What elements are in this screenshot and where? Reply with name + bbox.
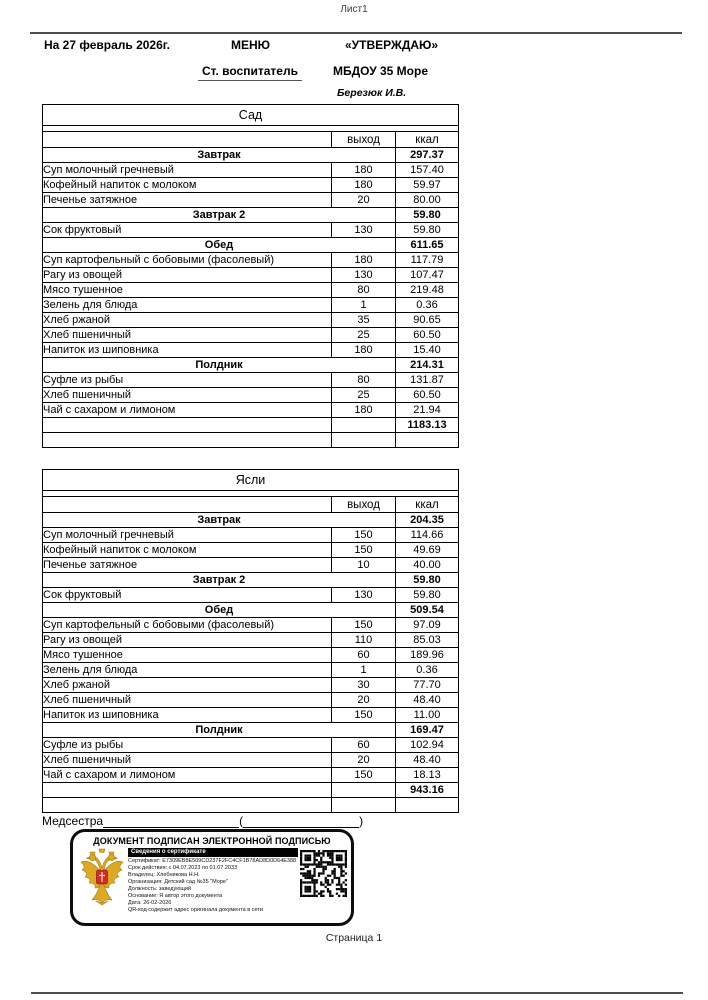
section-row: Завтрак 2 59.80 (43, 208, 459, 223)
section-row: Завтрак 204.35 (43, 513, 459, 528)
menu-item-row: Чай с сахаром и лимоном 150 18.13 (43, 768, 459, 783)
menu-item-row: Напиток из шиповника 180 15.40 (43, 343, 459, 358)
table-title: Ясли (43, 470, 459, 491)
table-header-row (43, 132, 459, 148)
cert-line: Основание: Я автор этого документа (128, 893, 223, 899)
section-row: Полдник 214.31 (43, 358, 459, 373)
menu-item-row: Рагу из овощей 130 107.47 (43, 268, 459, 283)
menu-table-yasli-container (42, 469, 459, 813)
stamp-title: ДОКУМЕНТ ПОДПИСАН ЭЛЕКТРОННОЙ ПОДПИСЬЮ (93, 836, 331, 846)
section-row: Завтрак 297.37 (43, 148, 459, 163)
menu-item-row: Зелень для блюда 1 0.36 (43, 663, 459, 678)
menu-item-row: Хлеб пшеничный 25 60.50 (43, 388, 459, 403)
col-header-out: выход (332, 132, 396, 148)
qr-code-icon (300, 850, 347, 898)
table-title-row (43, 470, 459, 491)
menu-item-row: Мясо тушенное 60 189.96 (43, 648, 459, 663)
approve-label: «УТВЕРЖДАЮ» (345, 38, 439, 52)
digital-signature-stamp (70, 829, 354, 926)
signer-name: Березюк И.В. (337, 87, 407, 99)
menu-item-row: Хлеб пшеничный 20 48.40 (43, 693, 459, 708)
cert-line: Должность: заведующий (128, 886, 192, 892)
section-row: Обед 509.54 (43, 603, 459, 618)
cert-line: QR-код содержит адрес оригинала документа в сети (128, 907, 263, 913)
menu-item-row: Напиток из шиповника 150 11.00 (43, 708, 459, 723)
signature-blank-line (103, 813, 239, 828)
certificate-header: Сведения о сертификате (128, 848, 298, 857)
menu-item-row: Суп молочный гречневый 150 114.66 (43, 528, 459, 543)
empty-row (43, 798, 459, 813)
cert-line: Организация: Детский сад №35 "Море" (128, 879, 228, 885)
menu-item-row: Суп молочный гречневый 180 157.40 (43, 163, 459, 178)
menu-item-row: Рагу из овощей 110 85.03 (43, 633, 459, 648)
cert-line: Владелец: Хлебникова Н.Н. (128, 872, 200, 878)
bottom-rule (31, 992, 683, 994)
section-row: Полдник 169.47 (43, 723, 459, 738)
org-name: МБДОУ 35 Море (333, 64, 429, 78)
menu-item-row: Кофейный напиток с молоком 180 59.97 (43, 178, 459, 193)
menu-table (42, 104, 459, 448)
role-label: Ст. воспитатель (198, 64, 302, 81)
menu-item-row: Суп картофельный с бобовыми (фасолевый) 180 117.79 (43, 253, 459, 268)
nurse-label: Медсестра (42, 814, 104, 828)
page-number: Страница 1 (325, 932, 383, 944)
menu-item-row: Суфле из рыбы 80 131.87 (43, 373, 459, 388)
menu-item-row: Хлеб ржаной 30 77.70 (43, 678, 459, 693)
menu-date: На 27 февраль 2026г. (44, 38, 170, 52)
menu-item-row: Сок фруктовый 130 59.80 (43, 588, 459, 603)
menu-item-row: Сок фруктовый 130 59.80 (43, 223, 459, 238)
col-header-kcal: ккал (396, 497, 459, 513)
menu-table (42, 469, 459, 813)
menu-item-row: Кофейный напиток с молоком 150 49.69 (43, 543, 459, 558)
menu-item-row: Мясо тушенное 80 219.48 (43, 283, 459, 298)
section-row: Завтрак 2 59.80 (43, 573, 459, 588)
col-header-out: выход (332, 497, 396, 513)
total-row: 1183.13 (43, 418, 459, 433)
open-paren: ( (239, 814, 244, 828)
nurse-signature-line (42, 812, 378, 828)
top-rule (30, 32, 682, 34)
table-title-row (43, 105, 459, 126)
empty-row (43, 433, 459, 448)
name-blank-line (243, 813, 359, 828)
menu-item-row: Суп картофельный с бобовыми (фасолевый) 150 97.09 (43, 618, 459, 633)
russia-coat-of-arms-icon (79, 848, 125, 906)
stamp-body (73, 846, 351, 914)
col-header-kcal: ккал (396, 132, 459, 148)
table-title: Сад (43, 105, 459, 126)
menu-item-row: Печенье затяжное 10 40.00 (43, 558, 459, 573)
section-row: Обед 611.65 (43, 238, 459, 253)
sheet-name: Лист1 (340, 4, 368, 15)
close-paren: ) (359, 814, 364, 828)
menu-item-row: Зелень для блюда 1 0.36 (43, 298, 459, 313)
cert-line: Сертификат: E7309EB8E509CD237F2FC4CF1B78AD8D0D64E388 (128, 858, 297, 864)
menu-item-row: Хлеб пшеничный 20 48.40 (43, 753, 459, 768)
certificate-details (128, 858, 298, 914)
total-row: 943.16 (43, 783, 459, 798)
cert-line: Дата: 26-02-2026 (128, 900, 172, 906)
certificate-info (128, 848, 298, 914)
menu-item-row: Суфле из рыбы 60 102.94 (43, 738, 459, 753)
menu-item-row: Хлеб ржаной 35 90.65 (43, 313, 459, 328)
menu-table-sad-container (42, 104, 459, 448)
menu-title: МЕНЮ (231, 38, 271, 52)
menu-item-row: Хлеб пшеничный 25 60.50 (43, 328, 459, 343)
table-header-row (43, 497, 459, 513)
menu-item-row: Печенье затяжное 20 80.00 (43, 193, 459, 208)
menu-item-row: Чай с сахаром и лимоном 180 21.94 (43, 403, 459, 418)
cert-line: Срок действия: с 04.07.2023 по 01.07.2033 (128, 865, 238, 871)
